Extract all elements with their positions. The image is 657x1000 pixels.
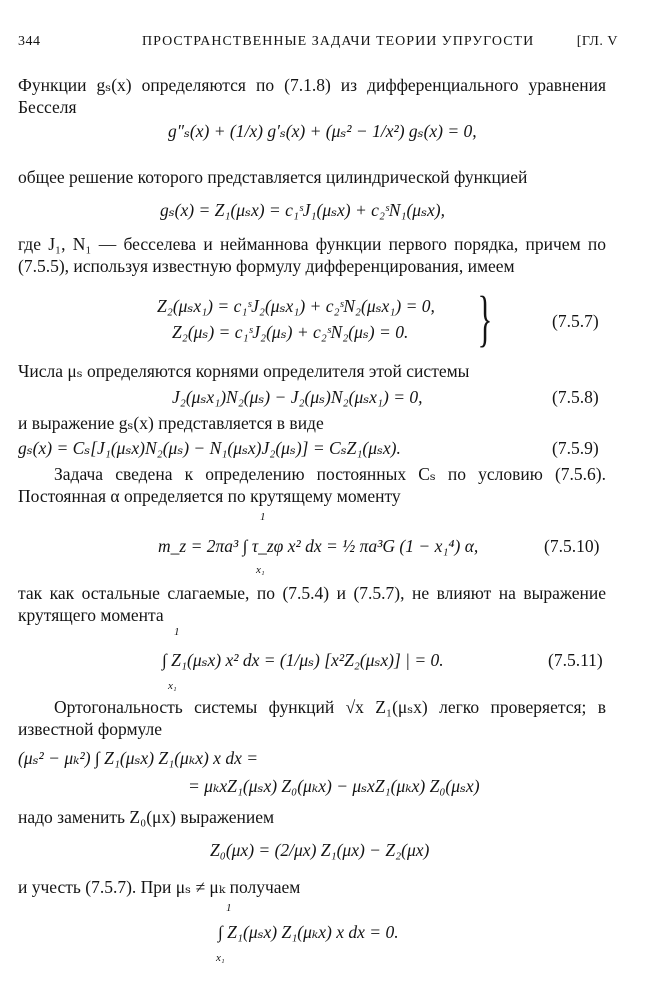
integral-upper-limit-2: 1	[174, 626, 180, 638]
equation-number-758: (7.5.8)	[552, 387, 599, 407]
paragraph-8: Ортогональность системы функций √x Z₁(μₛx) легко проверяется; в известной формуле	[18, 697, 606, 739]
equation-determinant: J₂(μₛx₁)N₂(μₛ) − J₂(μₛ)N₂(μₛx₁) = 0,	[172, 387, 423, 407]
equation-orthogonality-2: = μₖxZ₁(μₛx) Z₀(μₖx) − μₛxZ₁(μₖx) Z₀(μₛx)	[188, 776, 480, 796]
running-header	[18, 34, 618, 54]
equation-gs: gₛ(x) = Cₛ[J₁(μₛx)N₂(μₛ) − N₁(μₛx)J₂(μₛ)] = CₛZ₁(μₛx).	[18, 438, 401, 458]
chapter-label: [ГЛ. V	[576, 34, 618, 49]
paragraph-1: Функции gₛ(x) определяются по (7.1.8) из дифференциального уравнения Бесселя	[18, 75, 606, 117]
equation-system-2: Z₂(μₛ) = c₁ˢJ₂(μₛ) + c₂ˢN₂(μₛ) = 0.	[172, 322, 409, 342]
integral-upper-limit-3: 1	[226, 902, 232, 914]
equation-cylindrical: gₛ(x) = Z₁(μₛx) = c₁ˢJ₁(μₛx) + c₂ˢN₁(μₛx),	[160, 200, 445, 220]
paragraph-6: Задача сведена к определению постоянных Cₛ по условию (7.5.6). Постоянная α определяется по крутящему моменту	[18, 464, 606, 506]
equation-number-759: (7.5.9)	[552, 438, 599, 458]
paragraph-10: и учесть (7.5.7). При μₛ ≠ μₖ получаем	[18, 877, 301, 897]
equation-system-1: Z₂(μₛx₁) = c₁ˢJ₂(μₛx₁) + c₂ˢN₂(μₛx₁) = 0,	[157, 296, 435, 316]
running-title: ПРОСТРАНСТВЕННЫЕ ЗАДАЧИ ТЕОРИИ УПРУГОСТИ	[142, 34, 535, 49]
paragraph-3: где J₁, N₁ — бесселева и нейманнова функции первого порядка, причем по (7.5.5), используя известную формулу дифференцирования, имеем	[18, 234, 606, 276]
paragraph-7: так как остальные слагаемые, по (7.5.4) и (7.5.7), не влияют на выражение крутящего момента	[18, 583, 606, 625]
page-number: 344	[18, 34, 41, 49]
equation-torque: m_z = 2πa³ ∫ τ_zφ x² dx = ½ πa³G (1 − x₁⁴) α,	[158, 536, 479, 556]
integral-lower-limit: x₁	[256, 564, 265, 576]
equation-bessel: g″ₛ(x) + (1/x) g′ₛ(x) + (μₛ² − 1/x²) gₛ(x) = 0,	[168, 121, 477, 141]
equation-final: ∫ Z₁(μₛx) Z₁(μₖx) x dx = 0.	[218, 922, 399, 942]
paragraph-5: и выражение gₛ(x) представляется в виде	[18, 413, 324, 433]
integral-lower-limit-2: x₁	[168, 680, 177, 692]
equation-z0: Z₀(μx) = (2/μx) Z₁(μx) − Z₂(μx)	[210, 840, 430, 860]
integral-upper-limit: 1	[260, 511, 266, 523]
integral-lower-limit-3: x₁	[216, 952, 225, 964]
paragraph-9: надо заменить Z₀(μx) выражением	[18, 807, 275, 827]
equation-integral-7511: ∫ Z₁(μₛx) x² dx = (1/μₛ) [x²Z₂(μₛx)] | = 0.	[162, 650, 444, 670]
equation-number-757: (7.5.7)	[552, 311, 599, 331]
equation-orthogonality-1: (μₛ² − μₖ²) ∫ Z₁(μₛx) Z₁(μₖx) x dx =	[18, 748, 259, 768]
equation-number-7510: (7.5.10)	[544, 536, 600, 556]
paragraph-2: общее решение которого представляется цилиндрической функцией	[18, 167, 528, 187]
paragraph-4: Числа μₛ определяются корнями определителя этой системы	[18, 361, 470, 381]
system-brace: }	[477, 285, 493, 353]
equation-number-7511: (7.5.11)	[548, 650, 603, 670]
